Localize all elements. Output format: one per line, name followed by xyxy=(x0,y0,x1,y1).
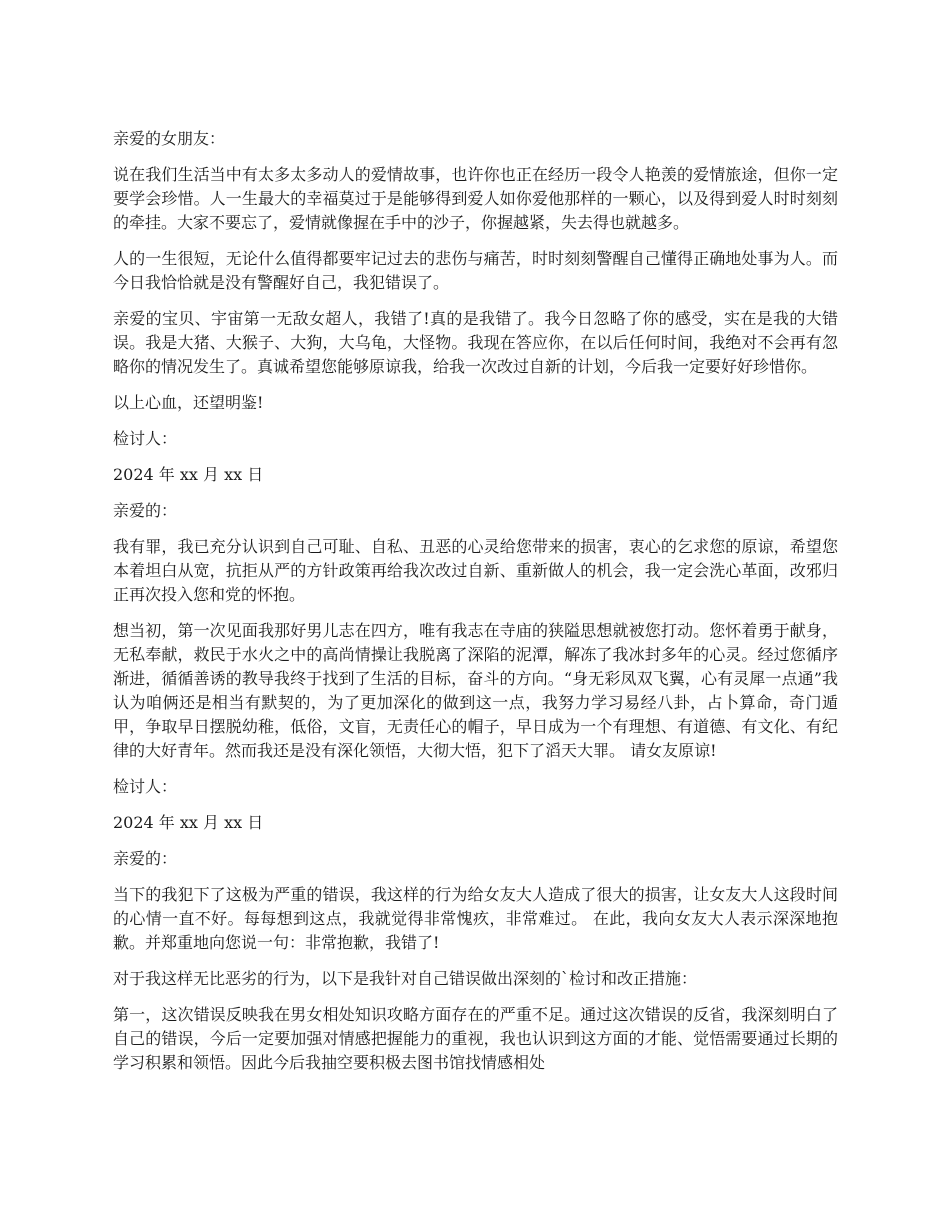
paragraph: 人的一生很短，无论什么值得都要牢记过去的悲伤与痛苦，时时刻刻警醒自己懂得正确地处事为人。而今日我恰恰就是没有警醒好自己，我犯错误了。 xyxy=(113,249,838,292)
paragraph: 我有罪，我已充分认识到自己可耻、自私、丑恶的心灵给您带来的损害，衷心的乞求您的原谅，希望您本着坦白从宽，抗拒从严的方针政策再给我次改过自新、重新做人的机会，我一定会洗心革面，改邪归正再次投入您和党的怀抱。 xyxy=(113,537,838,604)
signature-label: 检讨人： xyxy=(113,777,178,796)
salutation: 亲爱的： xyxy=(113,501,178,520)
date-line: 2024 年 xx 月 xx 日 xyxy=(113,813,264,832)
paragraph: 以上心血，还望明鉴! xyxy=(113,393,264,412)
paragraph: 想当初，第一次见面我那好男儿志在四方，唯有我志在寺庙的狭隘思想就被您打动。您怀着勇于献身，无私奉献，救民于水火之中的高尚情操让我脱离了深陷的泥潭，解冻了我冰封多年的心灵。经过您循序渐进，循循善诱的教导我终于找到了生活的目标，奋斗的方向。“身无彩凤双飞翼，心有灵犀一点通”我认为咱俩还是相当有默契的，为了更加深化的做到这一点，我努力学习易经八卦，占卜算命，奇门遁甲，争取早日摆脱幼稚，低俗，文盲，无责任心的帽子，早日成为一个有理想、有道德、有文化、有纪律的大好青年。然而我还是没有深化领悟，大彻大悟，犯下了滔天大罪。 请女友原谅! xyxy=(113,621,838,760)
paragraph: 说在我们生活当中有太多太多动人的爱情故事，也许你也正在经历一段令人艳羡的爱情旅途，但你一定要学会珍惜。人一生最大的幸福莫过于是能够得到爱人如你爱他那样的一颗心，以及得到爱人时时刻刻的牵挂。大家不要忘了，爱情就像握在手中的沙子，你握越紧，失去得也就越多。 xyxy=(113,165,838,232)
salutation: 亲爱的女朋友： xyxy=(113,129,226,148)
paragraph: 亲爱的宝贝、宇宙第一无敌女超人，我错了!真的是我错了。我今日忽略了你的感受，实在是我的大错误。我是大猪、大猴子、大狗，大乌龟，大怪物。我现在答应你，在以后任何时间，我绝对不会再有忽略你的情况发生了。真诚希望您能够原谅我，给我一次改过自新的计划，今后我一定要好好珍惜你。 xyxy=(113,309,838,376)
document-page xyxy=(113,127,838,1087)
paragraph: 第一，这次错误反映我在男女相处知识攻略方面存在的严重不足。通过这次错误的反省，我深刻明白了自己的错误，今后一定要加强对情感把握能力的重视，我也认识到这方面的才能、觉悟需要通过长期的学习积累和领悟。因此今后我抽空要积极去图书馆找情感相处 xyxy=(113,1005,838,1072)
paragraph: 当下的我犯下了这极为严重的错误，我这样的行为给女友大人造成了很大的损害，让女友大人这段时间的心情一直不好。每每想到这点，我就觉得非常愧疚，非常难过。 在此，我向女友大人表示深深地抱歉。并郑重地向您说一句：非常抱歉，我错了! xyxy=(113,885,838,952)
signature-label: 检讨人： xyxy=(113,429,178,448)
date-line: 2024 年 xx 月 xx 日 xyxy=(113,465,264,484)
paragraph: 对于我这样无比恶劣的行为，以下是我针对自己错误做出深刻的`检讨和改正措施： xyxy=(113,969,698,988)
salutation: 亲爱的： xyxy=(113,849,178,868)
